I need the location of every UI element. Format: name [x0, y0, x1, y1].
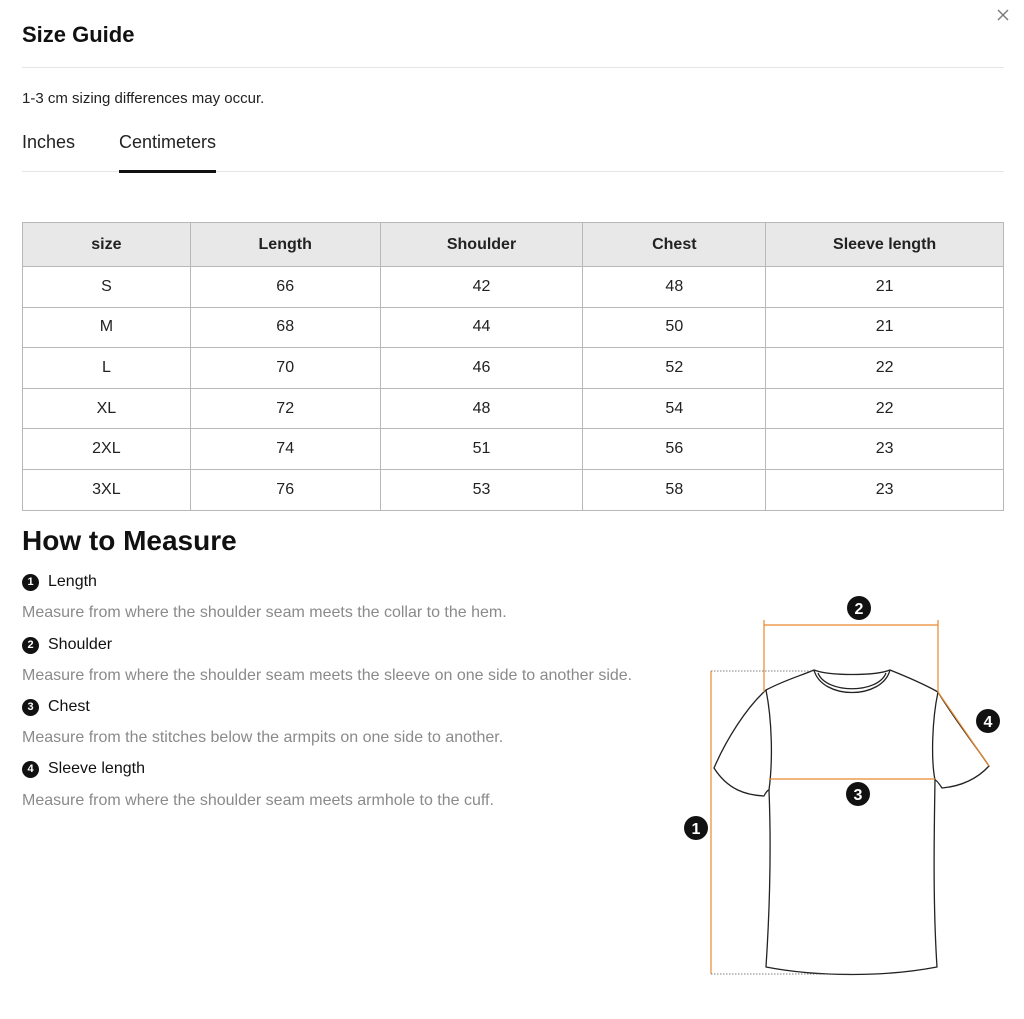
- table-cell: 22: [766, 388, 1004, 429]
- table-cell: 21: [766, 307, 1004, 348]
- table-cell: 72: [190, 388, 380, 429]
- table-header-row: [23, 223, 1004, 267]
- modal-header: [22, 20, 1004, 68]
- close-icon: [994, 6, 1012, 24]
- number-badge-icon: 3: [22, 699, 39, 716]
- table-cell: S: [23, 267, 191, 308]
- table-cell: 50: [583, 307, 766, 348]
- measurement-guides: [711, 671, 850, 974]
- table-cell: 46: [380, 348, 583, 389]
- measure-description: Measure from the stitches below the armpits on one side to another.: [22, 729, 504, 746]
- measure-description: Measure from where the shoulder seam meets the sleeve on one side to another side.: [22, 667, 633, 684]
- table-cell: XL: [23, 388, 191, 429]
- table-cell: 51: [380, 429, 583, 470]
- table-cell: M: [23, 307, 191, 348]
- measure-label: Sleeve length: [48, 760, 145, 777]
- tshirt-outline: [714, 670, 989, 975]
- table-cell: 76: [190, 469, 380, 510]
- table-cell: 23: [766, 429, 1004, 470]
- tshirt-measurement-diagram: [680, 590, 1010, 990]
- table-cell: 68: [190, 307, 380, 348]
- table-cell: 21: [766, 267, 1004, 308]
- marker-label: 3: [853, 787, 863, 804]
- marker-label: 1: [691, 821, 701, 838]
- measure-item-shoulder: [22, 634, 112, 656]
- table-cell: 42: [380, 267, 583, 308]
- marker-label: 4: [983, 714, 993, 731]
- column-header: size: [23, 223, 191, 267]
- table-cell: 48: [583, 267, 766, 308]
- table-cell: 44: [380, 307, 583, 348]
- measure-item-chest: [22, 696, 90, 718]
- measure-description: Measure from where the shoulder seam meets the collar to the hem.: [22, 604, 507, 621]
- table-row: [23, 348, 1004, 389]
- table-row: [23, 388, 1004, 429]
- measure-label: Shoulder: [48, 636, 113, 653]
- table-cell: 70: [190, 348, 380, 389]
- table-row: [23, 307, 1004, 348]
- marker-2-icon: [847, 596, 871, 620]
- number-badge-icon: 4: [22, 761, 39, 778]
- column-header: Chest: [583, 223, 766, 267]
- table-cell: 2XL: [23, 429, 191, 470]
- table-cell: 74: [190, 429, 380, 470]
- modal-title: Size Guide: [22, 22, 135, 47]
- table-row: [23, 429, 1004, 470]
- table-cell: 58: [583, 469, 766, 510]
- column-header: Shoulder: [380, 223, 583, 267]
- table-row: [23, 469, 1004, 510]
- tab-inches[interactable]: Inches: [22, 132, 76, 152]
- size-table: [22, 222, 1004, 511]
- close-button[interactable]: [994, 6, 1012, 24]
- table-cell: 52: [583, 348, 766, 389]
- table-cell: 66: [190, 267, 380, 308]
- measure-label: Chest: [48, 698, 90, 715]
- measure-label: Length: [48, 573, 97, 590]
- table-cell: 22: [766, 348, 1004, 389]
- table-cell: 56: [583, 429, 766, 470]
- measure-description: Measure from where the shoulder seam meets armhole to the cuff.: [22, 792, 494, 809]
- table-cell: 48: [380, 388, 583, 429]
- table-cell: 54: [583, 388, 766, 429]
- marker-4-icon: [976, 709, 1000, 733]
- measure-item-length: [22, 571, 97, 593]
- column-header: Sleeve length: [766, 223, 1004, 267]
- number-badge-icon: 1: [22, 574, 39, 591]
- tab-centimeters[interactable]: Centimeters: [119, 124, 216, 172]
- marker-label: 2: [854, 601, 864, 618]
- number-badge-icon: 2: [22, 637, 39, 654]
- marker-1-icon: [684, 816, 708, 840]
- how-to-measure-heading: How to Measure: [22, 525, 237, 556]
- table-cell: 53: [380, 469, 583, 510]
- table-cell: 23: [766, 469, 1004, 510]
- measure-item-sleeve-length: [22, 758, 145, 780]
- sizing-note: 1-3 cm sizing differences may occur.: [22, 90, 265, 107]
- table-cell: 3XL: [23, 469, 191, 510]
- table-row: [23, 267, 1004, 308]
- unit-tabs: [22, 124, 1004, 172]
- column-header: Length: [190, 223, 380, 267]
- table-cell: L: [23, 348, 191, 389]
- marker-3-icon: [846, 782, 870, 806]
